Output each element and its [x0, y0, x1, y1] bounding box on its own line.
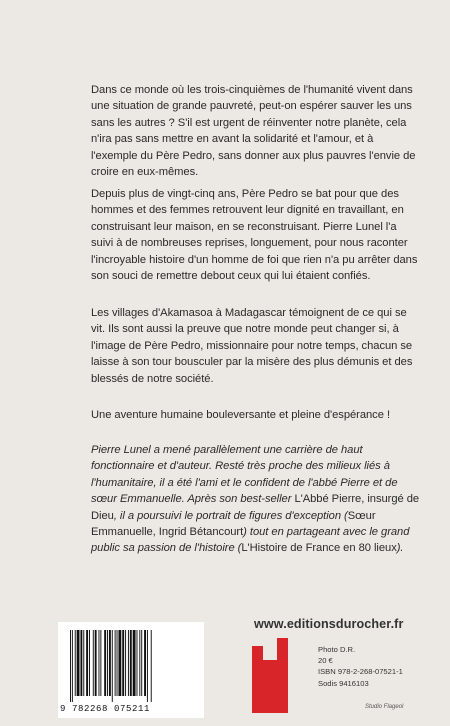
- barcode-bar: [130, 630, 132, 696]
- blurb-paragraph-4: [91, 407, 421, 423]
- barcode-bar: [104, 630, 106, 696]
- bio-book-title-1: L'Abbé Pierre, insurgé de Dieu: [91, 493, 420, 522]
- bio-book-title-3: L'Histoire de France en 80 lieux: [241, 542, 397, 555]
- bio-text-3: ) tout en partageant avec le grand public sa passion de l'histoire (: [91, 526, 410, 555]
- barcode-bar: [133, 630, 136, 696]
- barcode-icon: [66, 630, 196, 706]
- barcode-bar: [107, 630, 108, 696]
- barcode-bar: [70, 630, 71, 702]
- barcode-bar: [144, 630, 146, 696]
- publisher-website[interactable]: www.editionsdurocher.fr: [254, 617, 404, 631]
- sodis-code: Sodis 9416103: [318, 678, 369, 688]
- barcode-bar: [86, 630, 88, 696]
- barcode-bar: [151, 630, 152, 702]
- author-bio-text: [91, 442, 421, 557]
- barcode-bar: [117, 630, 118, 696]
- barcode-bar: [141, 630, 142, 696]
- blurb-paragraph-3: [91, 305, 421, 387]
- barcode-bar: [128, 630, 129, 696]
- barcode-bar: [125, 630, 126, 696]
- barcode-bar: [99, 630, 100, 696]
- barcode-digits: 9 782268 075211: [60, 704, 151, 714]
- barcode-bar: [72, 630, 73, 702]
- blurb-paragraph-1: [91, 82, 421, 180]
- barcode-bar: [139, 630, 140, 696]
- barcode-bar: [100, 630, 101, 696]
- price: 20 €: [318, 656, 333, 666]
- blurb-tagline: Une aventure humaine bouleversante et pleine d'espérance !: [91, 409, 391, 421]
- bio-book-title-2: Sœur Emmanuelle, Ingrid Bétancourt: [91, 509, 376, 539]
- bio-text-2: , il a poursuivi le portrait de figures d'exception (: [113, 509, 348, 522]
- barcode-bar: [83, 630, 84, 696]
- barcode-panel: [58, 622, 204, 718]
- publisher-info: [318, 644, 403, 689]
- blurb-paragraph-2-text: Depuis plus de vingt-cinq ans, Père Pedro se bat pour que des hommes et des femmes retrouvent leur dignité en travaillant, en construisant leur maison, en se reconstruisant. Pierre Lunel l'a suivi à de nombreuses reprises, longuement, pour nous raconter l'incroyable histoire d'un homme de foi que rien n'a pu arrêter dans son souci de remettre debout ceux qui lui étaient confiés.: [91, 188, 418, 283]
- barcode-bar: [75, 630, 76, 696]
- bio-text-1: Pierre Lunel a mené parallèlement une carrière de haut fonctionnaire et d'auteur. Resté très proche des milieux liés à l'humanitaire, il a été l'ami et le confident de l'abbé Pierre et de sœur Emmanuelle. Après son best-seller: [91, 444, 398, 506]
- blurb-paragraph-2: [91, 186, 421, 284]
- barcode-bar: [77, 630, 80, 696]
- barcode-bar: [115, 630, 116, 696]
- barcode-bar: [112, 630, 113, 702]
- barcode-bar: [93, 630, 94, 696]
- barcode-bar: [95, 630, 97, 696]
- barcode-bar: [80, 630, 82, 696]
- photo-credit: Photo D.R.: [318, 645, 356, 654]
- blurb-paragraph-1-text: Dans ce monde où les trois-cinquièmes de l'humanité vivent dans une situation de grande pauvreté, peut-on espérer sauver les uns sans les autres ? S'il est urgent de réinventer notre planète, cela n'ira pas sans mettre en avant la solidarité et l'amour, et à l'exemple du Père Pedro, sans donner aux plus pauvres l'envie de croire en eux-mêmes.: [91, 84, 416, 179]
- barcode-bar: [89, 630, 90, 696]
- isbn: ISBN 978-2-268-07521-1: [318, 667, 403, 677]
- barcode-bar: [118, 630, 121, 696]
- publisher-logo-icon: [252, 638, 288, 713]
- barcode-bar: [137, 630, 138, 696]
- bio-text-4: ).: [396, 542, 404, 555]
- barcode-bar: [147, 630, 148, 702]
- blurb-paragraph-3-text: Les villages d'Akamasoa à Madagascar témoignent de ce qui se vit. Ils sont aussi la preuve que notre monde peut changer si, à l'image de Père Pedro, missionnaire pour notre temps, chacun se laisse à son tour bousculer par la misère des plus démunis et des blessés de notre société.: [91, 307, 413, 385]
- studio-credit: Studio Flageol: [365, 704, 404, 710]
- author-bio: [91, 442, 421, 557]
- barcode-bar: [122, 630, 124, 696]
- barcode-bar: [109, 630, 111, 696]
